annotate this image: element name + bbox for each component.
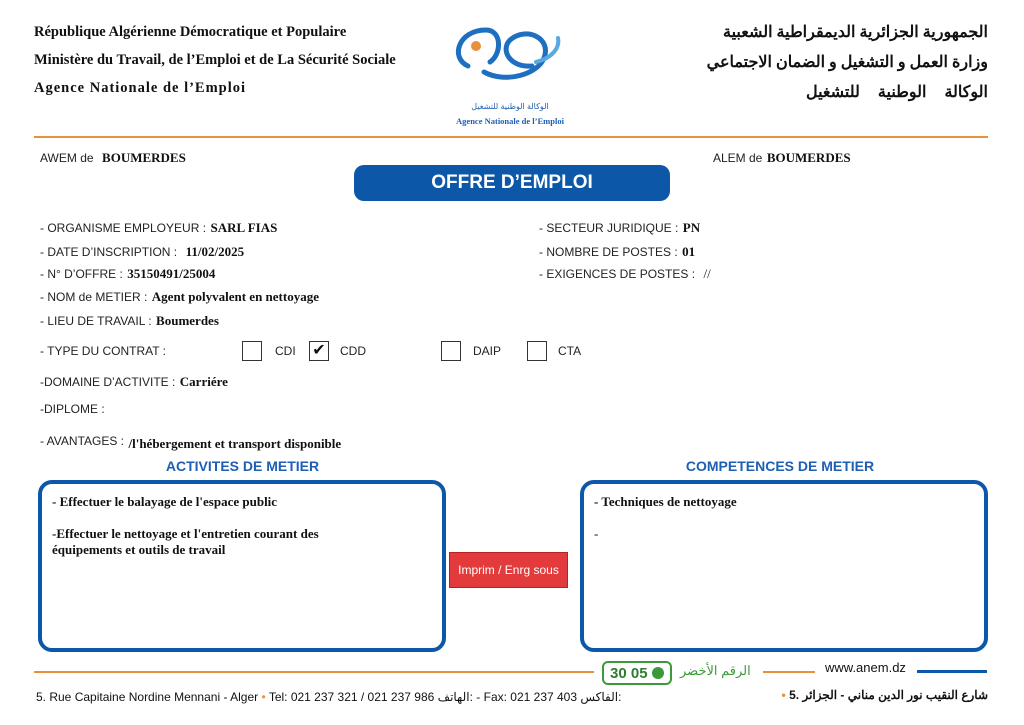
checkbox-cta[interactable]	[527, 341, 547, 361]
bullet-icon: •	[261, 690, 266, 704]
green-number-label: الرقم الأخضر	[680, 663, 751, 678]
print-save-button[interactable]: Imprim / Enrg sous	[449, 552, 568, 588]
page-title: OFFRE D’EMPLOI	[354, 165, 670, 201]
footer-divider-right	[917, 670, 987, 673]
footer-divider-mid	[763, 671, 815, 673]
field-lieu	[40, 312, 219, 330]
footer-address-fr: 5. Rue Capitaine Nordine Mennani - Alger	[36, 690, 259, 704]
phone-icon	[652, 667, 664, 679]
domaine-value: Carriére	[179, 374, 228, 389]
checkbox-daip[interactable]	[441, 341, 461, 361]
competence-item-2: -	[594, 526, 599, 541]
awem-value: BOUMERDES	[102, 150, 186, 165]
alem-label: ALEM de	[713, 151, 763, 165]
header-divider	[34, 136, 988, 138]
footer-fax: - Fax: 021 237 403	[476, 690, 578, 704]
offre-label: - N° D’OFFRE :	[40, 267, 123, 281]
header-fr-line1: République Algérienne Démocratique et Populaire	[34, 24, 347, 40]
green-number-badge	[602, 661, 672, 685]
footer-address-line	[36, 690, 621, 704]
footer-fax-ar: الفاكس:	[580, 690, 622, 704]
website-link[interactable]: www.anem.dz	[825, 660, 906, 675]
agency-logo	[440, 18, 580, 133]
offre-value: 35150491/25004	[127, 266, 216, 281]
postes-label: - NOMBRE DE POSTES :	[539, 245, 678, 259]
metier-label: - NOM de METIER :	[40, 290, 148, 304]
avantages-value: /l'hébergement et transport disponible	[128, 436, 342, 451]
checkbox-cta-label: CTA	[558, 344, 582, 358]
lieu-value: Boumerdes	[156, 313, 219, 328]
contrat-label: - TYPE DU CONTRAT :	[40, 344, 167, 358]
logo-ar-text: الوكالة الوطنية للتشغيل	[471, 102, 549, 111]
checkbox-cdi[interactable]	[242, 341, 262, 361]
checkbox-cdi-label: CDI	[275, 344, 296, 358]
activite-item-2-cont: équipements et outils de travail	[52, 542, 226, 557]
competence-item-1: - Techniques de nettoyage	[594, 494, 737, 509]
secteur-label: - SECTEUR JURIDIQUE :	[539, 221, 679, 235]
activites-title: ACTIVITES DE METIER	[165, 458, 320, 474]
alem-line	[713, 149, 851, 167]
activite-item-1: - Effectuer le balayage de l'espace public	[52, 494, 278, 509]
organisme-value: SARL FIAS	[210, 220, 278, 235]
postes-value: 01	[682, 244, 696, 259]
field-secteur	[539, 219, 700, 237]
header-fr-line3: Agence Nationale de l’Emploi	[34, 80, 247, 96]
diplome-label: -DIPLOME :	[40, 402, 105, 416]
bullet-icon-2: •	[781, 688, 786, 702]
footer-divider-left	[34, 671, 594, 673]
header-fr-line2: Ministère du Travail, de l’Emploi et de La Sécurité Sociale	[34, 52, 396, 68]
checkbox-cdd[interactable]	[309, 341, 329, 361]
metier-value: Agent polyvalent en nettoyage	[151, 289, 319, 304]
field-exigences	[539, 265, 711, 283]
field-avantages	[40, 432, 341, 450]
lieu-label: - LIEU DE TRAVAIL :	[40, 314, 152, 328]
field-organisme	[40, 219, 277, 237]
logo-fr-text: Agence Nationale de l’Emploi	[456, 116, 564, 126]
field-date	[40, 243, 244, 261]
check-mark-icon: ✔	[312, 342, 326, 359]
exigences-label: - EXIGENCES DE POSTES :	[539, 267, 696, 281]
anem-logo-icon	[440, 18, 580, 98]
competences-box[interactable]	[580, 480, 988, 652]
domaine-label: -DOMAINE D’ACTIVITE :	[40, 375, 176, 389]
checkbox-cdd-label: CDD	[340, 344, 366, 358]
footer-tel: Tel: 021 237 321 / 021 237 986	[268, 690, 435, 704]
footer-address-ar: شارع النقيب نور الدين مناني - الجزائر .5	[789, 688, 988, 702]
awem-label: AWEM de	[40, 151, 94, 165]
activite-item-2: -Effectuer le nettoyage et l'entretien courant des	[52, 526, 319, 541]
date-label: - DATE D’INSCRIPTION :	[40, 245, 178, 259]
footer-tel-ar: الهاتف:	[437, 690, 473, 704]
footer-address-ar-wrap	[782, 688, 988, 702]
field-domaine	[40, 373, 228, 391]
field-postes	[539, 243, 695, 261]
awem-line	[40, 149, 186, 167]
activites-box[interactable]	[38, 480, 446, 652]
organisme-label: - ORGANISME EMPLOYEUR :	[40, 221, 207, 235]
competences-title: COMPETENCES DE METIER	[685, 458, 875, 474]
avantages-label: - AVANTAGES :	[40, 434, 125, 448]
header-ar-line3: الوكالة الوطنية للتشغيل	[805, 84, 988, 101]
secteur-value: PN	[682, 220, 701, 235]
header-ar-line2: وزارة العمل و التشغيل و الضمان الاجتماعي	[706, 54, 988, 71]
date-value: 11/02/2025	[185, 244, 245, 259]
alem-value: BOUMERDES	[766, 150, 851, 165]
green-number: 30 05	[610, 664, 648, 682]
field-offre	[40, 265, 215, 283]
checkbox-daip-label: DAIP	[473, 344, 502, 358]
exigences-value: //	[703, 266, 711, 281]
header-ar-line1: الجمهورية الجزائرية الديمقراطية الشعبية	[722, 24, 988, 41]
field-metier	[40, 288, 319, 306]
